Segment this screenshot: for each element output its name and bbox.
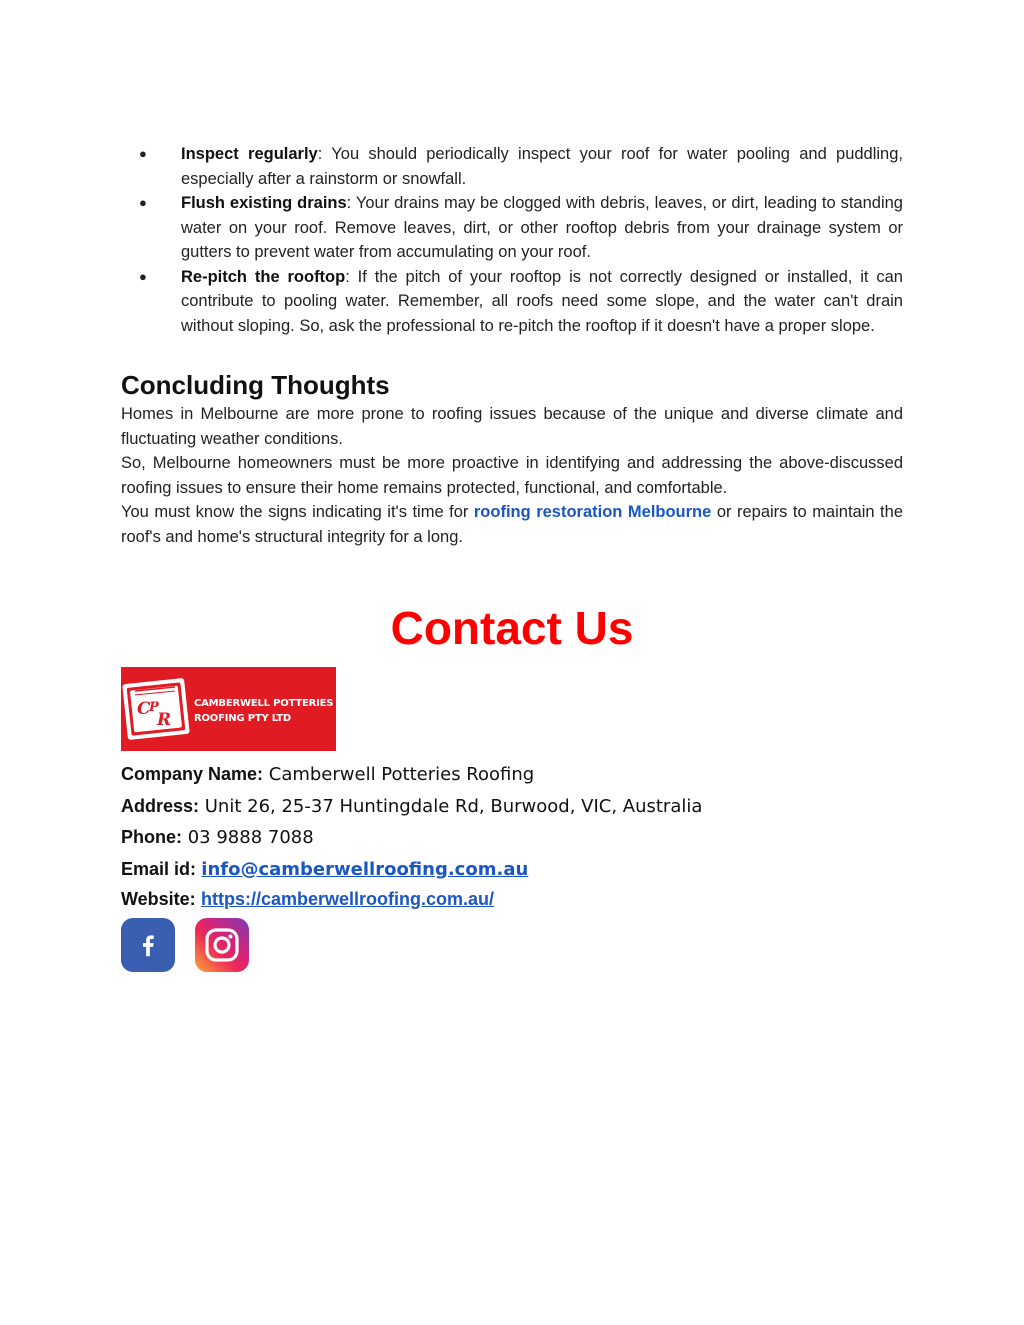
list-item bbox=[121, 142, 903, 191]
phone-label: Phone: bbox=[121, 827, 182, 847]
document-page bbox=[121, 142, 903, 972]
bullet-title: Flush existing drains bbox=[181, 194, 347, 212]
bullet-title: Inspect regularly bbox=[181, 145, 318, 163]
bullet-text: : If the pitch of your rooftop is not correctly designed or installed, it can contribute to pooling water. Remember, all roofs need some slope, and the water can't drain without sloping. So, ask the professional to re-pitch the rooftop if it doesn't have a proper slope. bbox=[181, 267, 903, 335]
contact-details bbox=[121, 759, 903, 914]
address-label: Address: bbox=[121, 795, 200, 816]
bullet-title: Re-pitch the rooftop bbox=[181, 267, 346, 286]
bullet-text: : Your drains may be clogged with debris, leaves, or dirt, leading to standing water on your roof. Remove leaves, dirt, or other rooftop debris from your drainage system or gutters to prevent water from accumulating on your roof. bbox=[181, 194, 903, 261]
logo-monogram-r: R bbox=[157, 710, 172, 730]
contact-title: Contact Us bbox=[390, 602, 634, 654]
company-logo bbox=[121, 667, 336, 751]
paragraph-text: or repairs to maintain the roof's and home's structural integrity for a long. bbox=[121, 503, 903, 546]
company-name-row bbox=[121, 759, 903, 791]
bullet-text: : You should periodically inspect your roof for water pooling and puddling, especially after a rainstorm or snowfall. bbox=[181, 145, 903, 188]
instagram-icon[interactable] bbox=[195, 918, 249, 972]
paragraph: So, Melbourne homeowners must be more proactive in identifying and addressing the above-discussed roofing issues to ensure their home remains protected, functional, and comfortable. bbox=[121, 454, 903, 497]
list-item bbox=[121, 265, 903, 339]
bullet-dot: ● bbox=[139, 195, 147, 210]
facebook-glyph bbox=[133, 930, 163, 960]
section-heading: Concluding Thoughts bbox=[121, 370, 390, 400]
address-value: Unit 26, 25-37 Huntingdale Rd, Burwood, VIC, Australia bbox=[199, 795, 703, 817]
bullet-dot: ● bbox=[139, 268, 147, 284]
website-link[interactable]: https://camberwellroofing.com.au/ bbox=[200, 889, 495, 909]
list-item bbox=[121, 191, 903, 265]
website-row bbox=[121, 885, 903, 914]
email-label: Email id: bbox=[121, 858, 197, 879]
paragraph bbox=[121, 500, 903, 549]
logo-monogram-p: P bbox=[149, 700, 159, 715]
social-links bbox=[121, 918, 903, 972]
facebook-icon[interactable] bbox=[121, 918, 175, 972]
paragraph: Homes in Melbourne are more prone to roofing issues because of the unique and diverse climate and fluctuating weather conditions. bbox=[121, 405, 903, 448]
email-link[interactable]: info@camberwellroofing.com.au bbox=[201, 858, 529, 880]
address-row bbox=[121, 791, 903, 823]
paragraph-text: You must know the signs indicating it's time for bbox=[121, 503, 474, 521]
phone-value: 03 9888 7088 bbox=[182, 827, 314, 848]
phone-row bbox=[121, 822, 903, 854]
logo-text bbox=[194, 696, 333, 726]
company-name-value: Camberwell Potteries Roofing bbox=[263, 764, 535, 785]
website-label: Website: bbox=[121, 889, 196, 909]
logo-monogram-c: C bbox=[137, 699, 151, 719]
bullet-dot: ● bbox=[139, 146, 147, 161]
instagram-glyph bbox=[202, 925, 242, 965]
company-name-label: Company Name: bbox=[121, 764, 264, 784]
logo-line: ROOFING PTY LTD bbox=[194, 713, 292, 724]
roofing-restoration-link[interactable]: roofing restoration Melbourne bbox=[473, 503, 712, 521]
logo-line: CAMBERWELL POTTERIES bbox=[194, 698, 334, 709]
email-row bbox=[121, 854, 903, 886]
tips-list bbox=[121, 142, 903, 338]
